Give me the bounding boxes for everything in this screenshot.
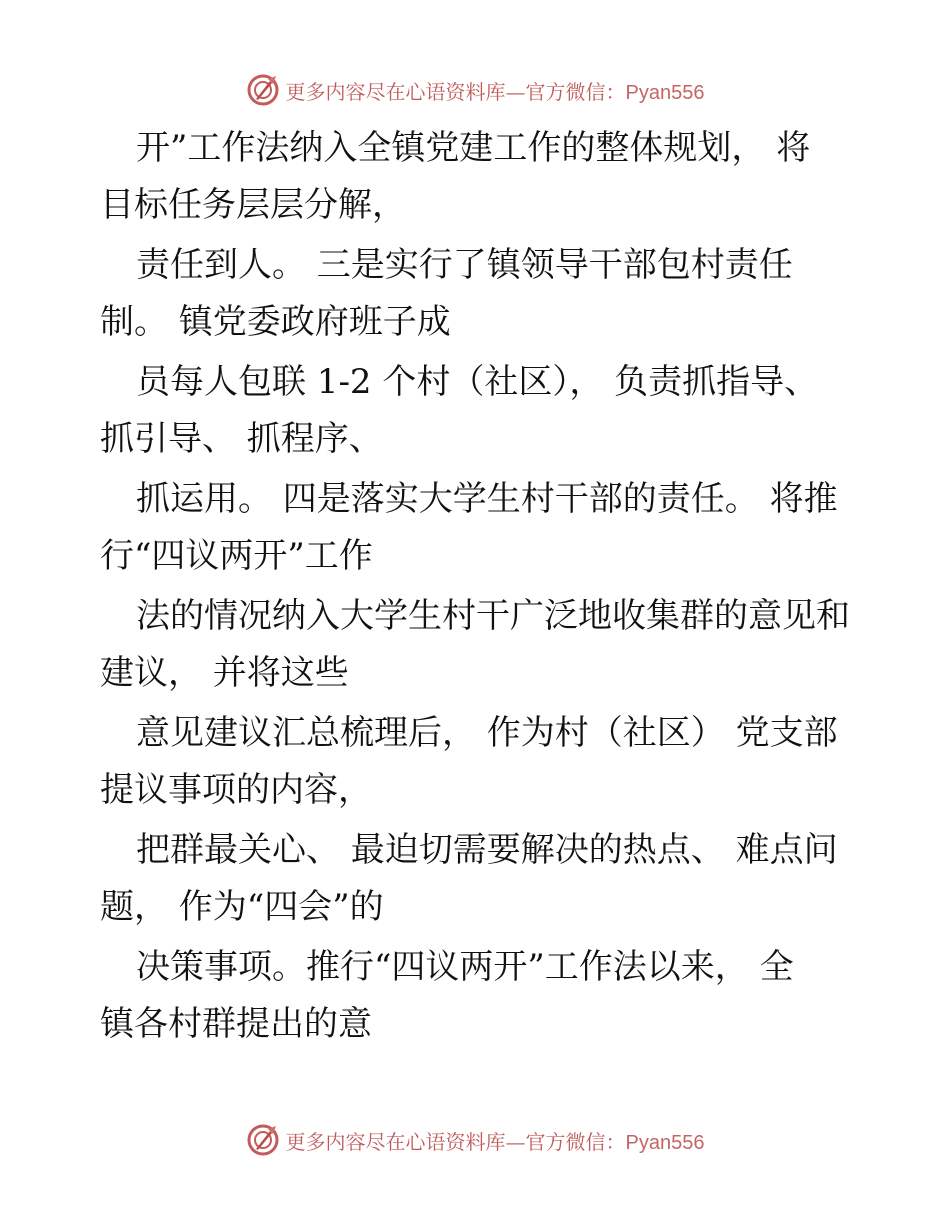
quill-emblem-icon bbox=[246, 1123, 280, 1157]
body-line: 抓运用。 四是落实大学生村干部的责任。 将推 bbox=[136, 479, 838, 519]
body-line: 员每人包联 1-2 个村（社区）， 负责抓指导、 bbox=[136, 362, 819, 402]
body-line: 法的情况纳入大学生村干广泛地收集群的意见和 bbox=[136, 596, 850, 636]
body-line: 行“四议两开”工作 bbox=[100, 536, 373, 576]
body-line: 建议， 并将这些 bbox=[100, 653, 349, 693]
banner-slogan: 更多内容尽在心语资料库 bbox=[285, 79, 506, 104]
body-line: 意见建议汇总梳理后， 作为村（社区） 党支部 bbox=[136, 713, 838, 753]
banner-wechat-id: Pyan556 bbox=[625, 1131, 705, 1154]
body-line: 题， 作为“四会”的 bbox=[100, 887, 384, 927]
body-line: 制。 镇党委政府班子成 bbox=[100, 302, 451, 342]
banner-line bbox=[286, 1126, 705, 1155]
banner-slogan: 更多内容尽在心语资料库 bbox=[285, 1129, 506, 1154]
body-line: 把群最关心、 最迫切需要解决的热点、 难点问 bbox=[136, 830, 838, 870]
body-line: 抓引导、 抓程序、 bbox=[100, 419, 383, 459]
body-line: 提议事项的内容， bbox=[100, 770, 372, 810]
body-line: 决策事项。推行“四议两开”工作法以来， 全 bbox=[136, 947, 794, 987]
banner-separator: — bbox=[505, 1129, 526, 1154]
body-line: 镇各村群提出的意 bbox=[100, 1004, 372, 1044]
banner-wechat-label: 官方微信： bbox=[525, 1129, 626, 1154]
body-line: 目标任务层层分解， bbox=[100, 185, 406, 225]
body-line: 责任到人。 三是实行了镇领导干部包村责任 bbox=[136, 245, 793, 285]
body-line: 开”工作法纳入全镇党建工作的整体规划， 将 bbox=[136, 128, 811, 168]
banner-wechat-id: Pyan556 bbox=[625, 81, 705, 104]
banner-wechat-label: 官方微信： bbox=[525, 79, 626, 104]
footer-banner bbox=[0, 1120, 950, 1160]
banner-separator: — bbox=[505, 79, 526, 104]
